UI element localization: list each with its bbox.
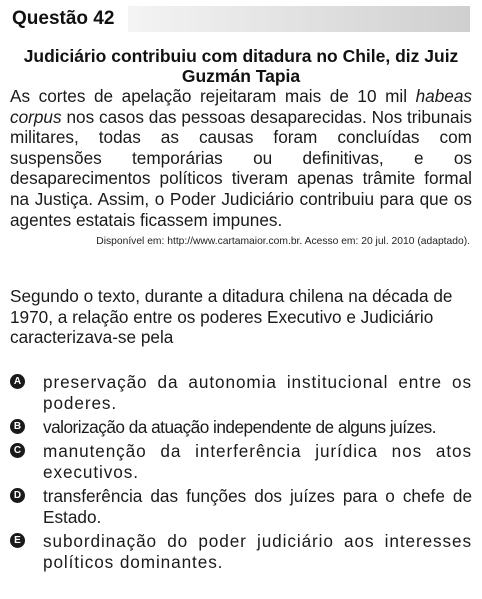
question-header <box>12 4 470 34</box>
question-stem: Segundo o texto, durante a ditadura chilena na década de 1970, a relação entre os poderes Executivo e Judiciário caracterizava-se pela <box>10 286 453 348</box>
alternative-b[interactable] <box>10 417 472 438</box>
alternative-e-badge: E <box>10 533 25 548</box>
alternative-c-text: manutenção da interferência jurídica nos atos executivos. <box>43 441 472 482</box>
alternative-c[interactable] <box>10 441 472 483</box>
alternative-b-badge: B <box>10 419 25 434</box>
alternatives-list <box>10 372 472 576</box>
article-paragraph <box>10 86 472 230</box>
paragraph-text-2: nos casos das pessoas desaparecidas. Nos tribunais militares, todas as causas foram concluídas com suspensões temporárias ou definitivas, e os desaparecimentos políticos tiveram apenas trâmite formal na Justiça. Assim, o Poder Judiciário contribuiu para que os agentes estatais ficassem impunes. <box>10 106 472 230</box>
question-number: Questão 42 <box>12 8 115 29</box>
alternative-e-text: subordinação do poder judiciário aos interesses políticos dominantes. <box>43 531 472 572</box>
paragraph-italic-term: habeas corpus <box>10 86 472 127</box>
alternative-b-text: valorização da atuação independente de alguns juízes. <box>43 417 436 437</box>
paragraph-text-1: As cortes de apelação rejeitaram mais de 10 mil <box>10 86 416 106</box>
alternative-d[interactable] <box>10 486 472 528</box>
article-title <box>10 46 472 86</box>
alternative-d-badge: D <box>10 488 25 503</box>
article-title-line-2: Guzmán Tapia <box>181 66 301 86</box>
header-gradient-bar <box>128 6 470 32</box>
alternative-a[interactable] <box>10 372 472 414</box>
article-title-line-1: Judiciário contribuiu com ditadura no Chile, diz Juiz <box>23 46 459 66</box>
source-citation: Disponível em: http://www.cartamaior.com.br. Acesso em: 20 jul. 2010 (adaptado). <box>96 236 470 247</box>
alternative-e[interactable] <box>10 531 472 573</box>
alternative-a-text: preservação da autonomia institucional entre os poderes. <box>43 372 472 413</box>
alternative-d-text: transferência das funções dos juízes para o chefe de Estado. <box>43 486 472 527</box>
alternative-a-badge: A <box>10 374 25 389</box>
alternative-c-badge: C <box>10 443 25 458</box>
